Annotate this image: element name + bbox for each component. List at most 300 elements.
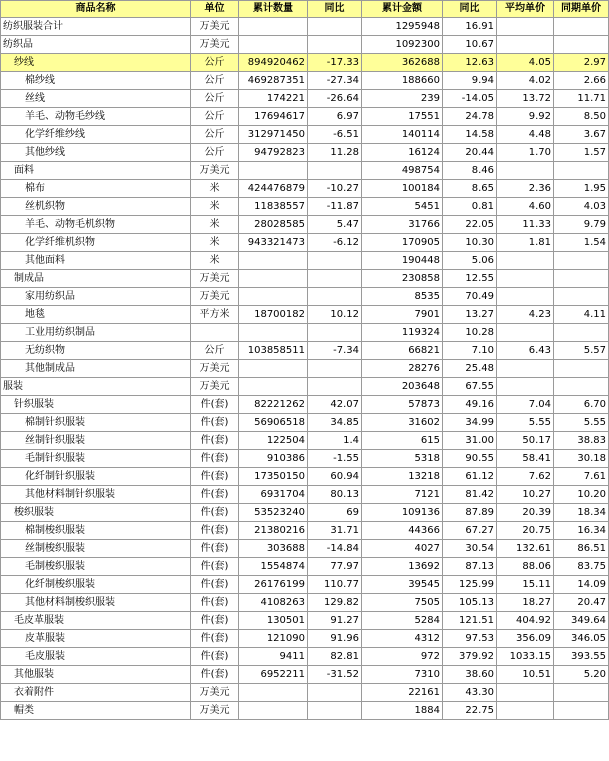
unit-cell: 件(套) <box>191 558 239 576</box>
product-name-cell: 家用纺织品 <box>1 288 191 306</box>
amount-yoy-cell: 38.60 <box>443 666 497 684</box>
amount-cell: 5318 <box>362 450 443 468</box>
quantity-yoy-cell <box>308 36 362 54</box>
table-row <box>1 450 609 468</box>
unit-cell: 米 <box>191 252 239 270</box>
quantity-yoy-cell: -26.64 <box>308 90 362 108</box>
product-name-cell: 羊毛、动物毛纱线 <box>1 108 191 126</box>
prior-price-cell <box>554 288 609 306</box>
product-name-cell: 丝线 <box>1 90 191 108</box>
average-price-cell: 15.11 <box>497 576 554 594</box>
table-row <box>1 270 609 288</box>
prior-price-cell <box>554 270 609 288</box>
amount-cell: 7121 <box>362 486 443 504</box>
table-row <box>1 288 609 306</box>
quantity-cell: 6952211 <box>239 666 308 684</box>
unit-cell: 万美元 <box>191 18 239 36</box>
quantity-yoy-cell <box>308 270 362 288</box>
average-price-cell <box>497 36 554 54</box>
quantity-yoy-cell: 1.4 <box>308 432 362 450</box>
prior-price-cell: 2.97 <box>554 54 609 72</box>
product-name-cell: 棉布 <box>1 180 191 198</box>
amount-cell: 615 <box>362 432 443 450</box>
unit-cell <box>191 324 239 342</box>
unit-cell: 公斤 <box>191 54 239 72</box>
unit-cell: 件(套) <box>191 594 239 612</box>
header-row <box>1 1 609 18</box>
quantity-cell: 1554874 <box>239 558 308 576</box>
quantity-cell: 312971450 <box>239 126 308 144</box>
prior-price-cell <box>554 162 609 180</box>
quantity-yoy-cell: 31.71 <box>308 522 362 540</box>
quantity-cell: 303688 <box>239 540 308 558</box>
prior-price-cell <box>554 324 609 342</box>
product-name-cell: 其他制成品 <box>1 360 191 378</box>
amount-cell: 170905 <box>362 234 443 252</box>
product-name-cell: 化学纤维纱线 <box>1 126 191 144</box>
prior-price-cell: 38.83 <box>554 432 609 450</box>
prior-price-cell: 20.47 <box>554 594 609 612</box>
header-quantity-yoy: 同比 <box>308 1 362 18</box>
prior-price-cell <box>554 378 609 396</box>
prior-price-cell <box>554 18 609 36</box>
quantity-yoy-cell: -10.27 <box>308 180 362 198</box>
quantity-cell <box>239 324 308 342</box>
average-price-cell: 404.92 <box>497 612 554 630</box>
quantity-yoy-cell: 42.07 <box>308 396 362 414</box>
quantity-cell: 17694617 <box>239 108 308 126</box>
quantity-yoy-cell: 91.96 <box>308 630 362 648</box>
amount-yoy-cell: 12.55 <box>443 270 497 288</box>
table-row <box>1 144 609 162</box>
amount-cell: 1295948 <box>362 18 443 36</box>
amount-cell: 44366 <box>362 522 443 540</box>
quantity-cell: 6931704 <box>239 486 308 504</box>
amount-yoy-cell: 30.54 <box>443 540 497 558</box>
prior-price-cell: 16.34 <box>554 522 609 540</box>
amount-cell: 22161 <box>362 684 443 702</box>
amount-cell: 119324 <box>362 324 443 342</box>
quantity-cell <box>239 360 308 378</box>
amount-cell: 188660 <box>362 72 443 90</box>
header-prior-period-price: 同期单价 <box>554 1 609 18</box>
amount-cell: 203648 <box>362 378 443 396</box>
prior-price-cell: 3.67 <box>554 126 609 144</box>
quantity-cell: 469287351 <box>239 72 308 90</box>
prior-price-cell: 6.70 <box>554 396 609 414</box>
amount-cell: 7901 <box>362 306 443 324</box>
table-row <box>1 684 609 702</box>
amount-yoy-cell: 16.91 <box>443 18 497 36</box>
table-row <box>1 612 609 630</box>
unit-cell: 米 <box>191 198 239 216</box>
quantity-cell: 21380216 <box>239 522 308 540</box>
average-price-cell: 2.36 <box>497 180 554 198</box>
unit-cell: 件(套) <box>191 612 239 630</box>
quantity-yoy-cell: -17.33 <box>308 54 362 72</box>
unit-cell: 平方米 <box>191 306 239 324</box>
unit-cell: 件(套) <box>191 504 239 522</box>
unit-cell: 件(套) <box>191 450 239 468</box>
prior-price-cell <box>554 684 609 702</box>
average-price-cell: 10.27 <box>497 486 554 504</box>
amount-yoy-cell: 24.78 <box>443 108 497 126</box>
prior-price-cell: 86.51 <box>554 540 609 558</box>
product-name-cell: 其他纱线 <box>1 144 191 162</box>
quantity-yoy-cell: 6.97 <box>308 108 362 126</box>
unit-cell: 件(套) <box>191 414 239 432</box>
average-price-cell <box>497 270 554 288</box>
header-unit: 单位 <box>191 1 239 18</box>
unit-cell: 件(套) <box>191 630 239 648</box>
table-row <box>1 36 609 54</box>
average-price-cell <box>497 684 554 702</box>
prior-price-cell: 5.57 <box>554 342 609 360</box>
amount-yoy-cell: 90.55 <box>443 450 497 468</box>
average-price-cell: 4.48 <box>497 126 554 144</box>
amount-cell: 5451 <box>362 198 443 216</box>
average-price-cell: 356.09 <box>497 630 554 648</box>
amount-cell: 39545 <box>362 576 443 594</box>
product-name-cell: 无纺织物 <box>1 342 191 360</box>
table-row <box>1 252 609 270</box>
quantity-yoy-cell: 5.47 <box>308 216 362 234</box>
unit-cell: 公斤 <box>191 90 239 108</box>
amount-yoy-cell: 0.81 <box>443 198 497 216</box>
quantity-yoy-cell: 80.13 <box>308 486 362 504</box>
amount-cell: 140114 <box>362 126 443 144</box>
amount-cell: 13218 <box>362 468 443 486</box>
quantity-yoy-cell <box>308 18 362 36</box>
quantity-yoy-cell <box>308 324 362 342</box>
quantity-cell: 18700182 <box>239 306 308 324</box>
amount-yoy-cell: -14.05 <box>443 90 497 108</box>
table-row <box>1 162 609 180</box>
product-name-cell: 针织服装 <box>1 396 191 414</box>
average-price-cell: 18.27 <box>497 594 554 612</box>
amount-cell: 230858 <box>362 270 443 288</box>
quantity-cell: 174221 <box>239 90 308 108</box>
amount-cell: 100184 <box>362 180 443 198</box>
prior-price-cell <box>554 36 609 54</box>
table-row <box>1 540 609 558</box>
amount-cell: 1884 <box>362 702 443 720</box>
average-price-cell: 88.06 <box>497 558 554 576</box>
amount-cell: 239 <box>362 90 443 108</box>
amount-cell: 972 <box>362 648 443 666</box>
product-name-cell: 羊毛、动物毛机织物 <box>1 216 191 234</box>
amount-cell: 31766 <box>362 216 443 234</box>
quantity-cell <box>239 18 308 36</box>
unit-cell: 公斤 <box>191 72 239 90</box>
amount-cell: 8535 <box>362 288 443 306</box>
amount-yoy-cell: 97.53 <box>443 630 497 648</box>
product-name-cell: 毛制梭织服装 <box>1 558 191 576</box>
table-row <box>1 594 609 612</box>
quantity-cell: 28028585 <box>239 216 308 234</box>
unit-cell: 万美元 <box>191 270 239 288</box>
unit-cell: 万美元 <box>191 702 239 720</box>
quantity-yoy-cell: 77.97 <box>308 558 362 576</box>
product-name-cell: 服装 <box>1 378 191 396</box>
amount-yoy-cell: 125.99 <box>443 576 497 594</box>
quantity-cell: 910386 <box>239 450 308 468</box>
quantity-yoy-cell: -14.84 <box>308 540 362 558</box>
prior-price-cell: 83.75 <box>554 558 609 576</box>
quantity-cell <box>239 702 308 720</box>
product-name-cell: 衣着附件 <box>1 684 191 702</box>
average-price-cell: 9.92 <box>497 108 554 126</box>
quantity-cell: 122504 <box>239 432 308 450</box>
amount-yoy-cell: 13.27 <box>443 306 497 324</box>
header-cumulative-amount: 累计金额 <box>362 1 443 18</box>
unit-cell: 万美元 <box>191 378 239 396</box>
amount-yoy-cell: 25.48 <box>443 360 497 378</box>
prior-price-cell: 393.55 <box>554 648 609 666</box>
amount-yoy-cell: 10.67 <box>443 36 497 54</box>
prior-price-cell: 30.18 <box>554 450 609 468</box>
quantity-cell: 94792823 <box>239 144 308 162</box>
product-name-cell: 棉制梭织服装 <box>1 522 191 540</box>
quantity-cell: 943321473 <box>239 234 308 252</box>
table-row <box>1 342 609 360</box>
amount-yoy-cell: 22.05 <box>443 216 497 234</box>
quantity-cell: 121090 <box>239 630 308 648</box>
unit-cell: 件(套) <box>191 468 239 486</box>
amount-cell: 13692 <box>362 558 443 576</box>
table-row <box>1 396 609 414</box>
product-name-cell: 化纤制针织服装 <box>1 468 191 486</box>
average-price-cell: 132.61 <box>497 540 554 558</box>
quantity-yoy-cell: 91.27 <box>308 612 362 630</box>
table-row <box>1 468 609 486</box>
average-price-cell <box>497 288 554 306</box>
table-row <box>1 666 609 684</box>
amount-yoy-cell: 121.51 <box>443 612 497 630</box>
quantity-yoy-cell: -1.55 <box>308 450 362 468</box>
quantity-yoy-cell <box>308 162 362 180</box>
amount-yoy-cell: 10.30 <box>443 234 497 252</box>
quantity-cell: 17350150 <box>239 468 308 486</box>
prior-price-cell: 10.20 <box>554 486 609 504</box>
amount-cell: 109136 <box>362 504 443 522</box>
average-price-cell: 7.04 <box>497 396 554 414</box>
product-name-cell: 丝制梭织服装 <box>1 540 191 558</box>
amount-yoy-cell: 9.94 <box>443 72 497 90</box>
product-name-cell: 地毯 <box>1 306 191 324</box>
prior-price-cell: 11.71 <box>554 90 609 108</box>
quantity-cell <box>239 378 308 396</box>
amount-yoy-cell: 379.92 <box>443 648 497 666</box>
quantity-cell <box>239 252 308 270</box>
average-price-cell <box>497 702 554 720</box>
quantity-yoy-cell: -6.12 <box>308 234 362 252</box>
unit-cell: 件(套) <box>191 576 239 594</box>
average-price-cell: 50.17 <box>497 432 554 450</box>
table-row <box>1 54 609 72</box>
table-row <box>1 234 609 252</box>
quantity-yoy-cell: 110.77 <box>308 576 362 594</box>
table-row <box>1 360 609 378</box>
average-price-cell: 58.41 <box>497 450 554 468</box>
product-name-cell: 其他材料制梭织服装 <box>1 594 191 612</box>
quantity-cell: 424476879 <box>239 180 308 198</box>
quantity-yoy-cell: -31.52 <box>308 666 362 684</box>
quantity-yoy-cell <box>308 378 362 396</box>
amount-yoy-cell: 5.06 <box>443 252 497 270</box>
quantity-yoy-cell: 82.81 <box>308 648 362 666</box>
quantity-yoy-cell: 34.85 <box>308 414 362 432</box>
table-row <box>1 198 609 216</box>
average-price-cell <box>497 378 554 396</box>
table-row <box>1 702 609 720</box>
product-name-cell: 丝机织物 <box>1 198 191 216</box>
table-row <box>1 378 609 396</box>
product-name-cell: 其他材料制针织服装 <box>1 486 191 504</box>
amount-cell: 66821 <box>362 342 443 360</box>
table-row <box>1 72 609 90</box>
unit-cell: 公斤 <box>191 108 239 126</box>
unit-cell: 件(套) <box>191 432 239 450</box>
product-name-cell: 帽类 <box>1 702 191 720</box>
amount-cell: 28276 <box>362 360 443 378</box>
quantity-cell <box>239 288 308 306</box>
average-price-cell: 20.75 <box>497 522 554 540</box>
quantity-cell: 103858511 <box>239 342 308 360</box>
prior-price-cell: 8.50 <box>554 108 609 126</box>
quantity-yoy-cell <box>308 702 362 720</box>
quantity-yoy-cell <box>308 252 362 270</box>
average-price-cell: 7.62 <box>497 468 554 486</box>
average-price-cell: 20.39 <box>497 504 554 522</box>
average-price-cell: 11.33 <box>497 216 554 234</box>
amount-yoy-cell: 67.27 <box>443 522 497 540</box>
product-name-cell: 工业用纺织制品 <box>1 324 191 342</box>
prior-price-cell: 4.03 <box>554 198 609 216</box>
amount-cell: 362688 <box>362 54 443 72</box>
table-row <box>1 486 609 504</box>
product-name-cell: 其他面料 <box>1 252 191 270</box>
table-row <box>1 522 609 540</box>
amount-cell: 31602 <box>362 414 443 432</box>
table-row <box>1 90 609 108</box>
header-cumulative-quantity: 累计数量 <box>239 1 308 18</box>
unit-cell: 万美元 <box>191 288 239 306</box>
amount-cell: 17551 <box>362 108 443 126</box>
unit-cell: 件(套) <box>191 540 239 558</box>
quantity-cell: 82221262 <box>239 396 308 414</box>
table-row <box>1 306 609 324</box>
product-name-cell: 棉制针织服装 <box>1 414 191 432</box>
unit-cell: 件(套) <box>191 648 239 666</box>
amount-yoy-cell: 22.75 <box>443 702 497 720</box>
table-body <box>1 18 609 720</box>
amount-cell: 7310 <box>362 666 443 684</box>
prior-price-cell: 4.11 <box>554 306 609 324</box>
average-price-cell <box>497 162 554 180</box>
product-name-cell: 皮革服装 <box>1 630 191 648</box>
average-price-cell: 10.51 <box>497 666 554 684</box>
product-name-cell: 化学纤维机织物 <box>1 234 191 252</box>
amount-yoy-cell: 70.49 <box>443 288 497 306</box>
product-name-cell: 毛制针织服装 <box>1 450 191 468</box>
product-name-cell: 毛皮服装 <box>1 648 191 666</box>
unit-cell: 米 <box>191 216 239 234</box>
prior-price-cell: 2.66 <box>554 72 609 90</box>
amount-yoy-cell: 67.55 <box>443 378 497 396</box>
average-price-cell: 6.43 <box>497 342 554 360</box>
quantity-yoy-cell: -6.51 <box>308 126 362 144</box>
unit-cell: 公斤 <box>191 144 239 162</box>
unit-cell: 米 <box>191 180 239 198</box>
product-name-cell: 制成品 <box>1 270 191 288</box>
average-price-cell: 1033.15 <box>497 648 554 666</box>
average-price-cell: 4.02 <box>497 72 554 90</box>
unit-cell: 件(套) <box>191 486 239 504</box>
amount-cell: 7505 <box>362 594 443 612</box>
quantity-cell: 130501 <box>239 612 308 630</box>
amount-yoy-cell: 10.28 <box>443 324 497 342</box>
prior-price-cell: 1.54 <box>554 234 609 252</box>
table-row <box>1 432 609 450</box>
quantity-cell: 9411 <box>239 648 308 666</box>
prior-price-cell: 349.64 <box>554 612 609 630</box>
header-product-name: 商品名称 <box>1 1 191 18</box>
average-price-cell: 1.70 <box>497 144 554 162</box>
quantity-yoy-cell: -7.34 <box>308 342 362 360</box>
table-row <box>1 558 609 576</box>
quantity-cell <box>239 270 308 288</box>
unit-cell: 公斤 <box>191 126 239 144</box>
prior-price-cell <box>554 252 609 270</box>
quantity-cell: 53523240 <box>239 504 308 522</box>
amount-cell: 4312 <box>362 630 443 648</box>
quantity-cell: 4108263 <box>239 594 308 612</box>
unit-cell: 万美元 <box>191 36 239 54</box>
table-row <box>1 180 609 198</box>
prior-price-cell: 7.61 <box>554 468 609 486</box>
prior-price-cell <box>554 360 609 378</box>
quantity-cell: 11838557 <box>239 198 308 216</box>
average-price-cell: 4.60 <box>497 198 554 216</box>
quantity-yoy-cell: 60.94 <box>308 468 362 486</box>
table-row <box>1 648 609 666</box>
prior-price-cell: 18.34 <box>554 504 609 522</box>
quantity-cell <box>239 162 308 180</box>
average-price-cell: 4.23 <box>497 306 554 324</box>
amount-yoy-cell: 8.46 <box>443 162 497 180</box>
table-header <box>1 1 609 18</box>
amount-cell: 5284 <box>362 612 443 630</box>
average-price-cell: 13.72 <box>497 90 554 108</box>
table-row <box>1 18 609 36</box>
quantity-cell: 56906518 <box>239 414 308 432</box>
amount-cell: 16124 <box>362 144 443 162</box>
table-row <box>1 414 609 432</box>
average-price-cell <box>497 360 554 378</box>
table-row <box>1 324 609 342</box>
quantity-yoy-cell <box>308 288 362 306</box>
quantity-cell: 894920462 <box>239 54 308 72</box>
quantity-cell <box>239 36 308 54</box>
prior-price-cell: 1.57 <box>554 144 609 162</box>
prior-price-cell: 9.79 <box>554 216 609 234</box>
amount-yoy-cell: 61.12 <box>443 468 497 486</box>
product-name-cell: 其他服装 <box>1 666 191 684</box>
unit-cell: 万美元 <box>191 684 239 702</box>
amount-yoy-cell: 87.89 <box>443 504 497 522</box>
amount-yoy-cell: 7.10 <box>443 342 497 360</box>
